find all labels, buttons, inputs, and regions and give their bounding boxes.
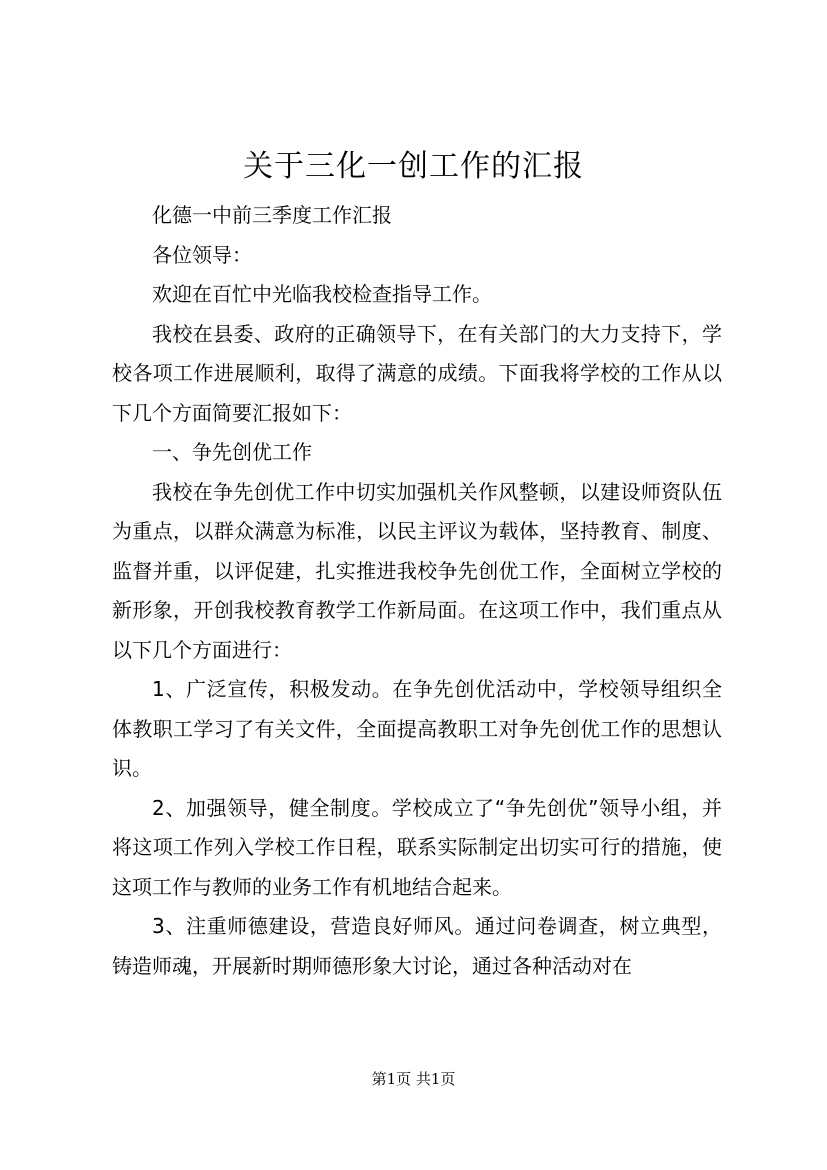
- document-title: 关于三化一创工作的汇报: [243, 149, 584, 184]
- paragraph-item-3: 3、注重师德建设，营造良好师风。通过问卷调查，树立典型，铸造师魂，开展新时期师德形象大讨论，通过各种活动对在: [112, 914, 722, 978]
- paragraph-welcome: 欢迎在百忙中光临我校检查指导工作。: [152, 282, 492, 306]
- paragraph-salutation: 各位领导：: [152, 242, 252, 267]
- paragraph-item-2: 2、加强领导，健全制度。学校成立了“争先创优”领导小组，并将这项工作列入学校工作日程，联系实际制定出切实可行的措施，使这项工作与教师的业务工作有机地结合起来。: [112, 795, 722, 899]
- paragraph-item-1: 1、广泛宣传，积极发动。在争先创优活动中，学校领导组织全体教职工学习了有关文件，全面提高教职工对争先创优工作的思想认识。: [112, 677, 722, 780]
- document-body: [112, 196, 722, 986]
- section-heading-1: 一、争先创优工作: [152, 440, 312, 464]
- paragraph-intro: 我校在县委、政府的正确领导下，在有关部门的大力支持下，学校各项工作进展顺利，取得了满意的成绩。下面我将学校的工作从以下几个方面简要汇报如下：: [112, 321, 722, 425]
- paragraph-section-1: 我校在争先创优工作中切实加强机关作风整顿，以建设师资队伍为重点，以群众满意为标准，以民主评议为载体，坚持教育、制度、监督并重，以评促建，扎实推进我校争先创优工作，全面树立学校的新形象，开创我校教育教学工作新局面。在这项工作中，我们重点从以下几个方面进行：: [112, 479, 722, 662]
- page-footer: 第1页 共1页: [371, 1070, 456, 1088]
- paragraph-subtitle: 化德一中前三季度工作汇报: [152, 203, 392, 227]
